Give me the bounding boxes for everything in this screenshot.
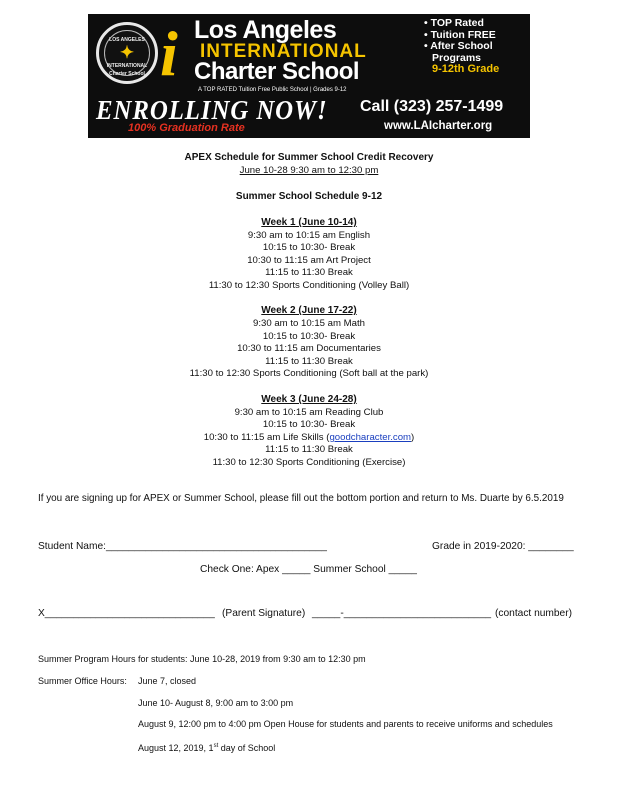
- website-url: www.LAIcharter.org: [384, 120, 493, 132]
- signup-instruction: If you are signing up for APEX or Summer School, please fill out the bottom portion and return to Ms. Duarte by 6.5.2019: [38, 493, 564, 504]
- schedule-item: 11:15 to 11:30 Break: [265, 267, 353, 278]
- feature-item: • Tuition FREE: [424, 28, 496, 41]
- first-day-of-school: [138, 740, 275, 754]
- seal-label: Charter School: [109, 71, 145, 77]
- phone-number: Call (323) 257-1499: [360, 98, 504, 115]
- program-hours: Summer Program Hours for students: June 10-28, 2019 from 9:30 am to 12:30 pm: [38, 654, 366, 664]
- contact-number-line[interactable]: _____-__________________________: [312, 608, 492, 619]
- goodcharacter-link[interactable]: goodcharacter.com: [329, 432, 412, 443]
- schedule-title: Summer School Schedule 9-12: [235, 191, 383, 202]
- graduation-rate: 100% Graduation Rate: [128, 122, 245, 134]
- signature-line[interactable]: X______________________________: [38, 608, 215, 619]
- school-seal-logo: [96, 22, 158, 84]
- grade-badge: 9-12th Grade: [432, 63, 500, 75]
- apex-dates: June 10-28 9:30 am to 12:30 pm: [239, 165, 379, 176]
- seal-bulb-icon: ✦: [119, 43, 135, 62]
- logo-big-i: i: [160, 18, 178, 89]
- feature-item: Programs: [432, 51, 482, 64]
- week-heading: Week 1 (June 10-14): [261, 217, 357, 228]
- feature-list: [424, 18, 528, 76]
- schedule-item: 11:15 to 11:30 Break: [265, 444, 353, 455]
- office-hours-item: June 7, closed: [138, 676, 197, 686]
- check-one-field[interactable]: Check One: Apex _____ Summer School _____: [200, 564, 417, 575]
- student-name-field[interactable]: Student Name:_______________________________________: [38, 541, 327, 552]
- first-day-text-end: day of School: [218, 743, 276, 753]
- feature-item: • TOP Rated: [424, 17, 484, 29]
- schedule-item: 10:15 to 10:30- Break: [262, 331, 356, 342]
- grade-field[interactable]: Grade in 2019-2020: ________: [432, 541, 574, 552]
- week-heading: Week 2 (June 17-22): [261, 305, 357, 316]
- schedule-item: 10:30 to 11:15 am Documentaries: [237, 343, 381, 354]
- parent-signature-label: (Parent Signature): [222, 608, 306, 619]
- paren-close: ): [411, 432, 415, 443]
- school-banner: [88, 14, 530, 138]
- ordinal-suffix: st: [213, 743, 219, 749]
- schedule-item: 10:30 to 11:15 am Art Project: [247, 255, 371, 266]
- office-hours-label: Summer Office Hours:: [38, 676, 127, 686]
- week-heading: Week 3 (June 24-28): [261, 394, 357, 405]
- first-day-text: August 12, 2019, 1: [138, 743, 214, 753]
- schedule-item: 10:15 to 10:30- Break: [262, 419, 356, 430]
- office-hours-item: August 9, 12:00 pm to 4:00 pm Open House for students and parents to receive uniforms and schedules: [138, 719, 553, 729]
- schedule-item: 11:30 to 12:30 Sports Conditioning (Soft ball at the park): [189, 368, 429, 379]
- school-name-line3: Charter School: [194, 58, 360, 85]
- enrolling-now-headline: ENROLLING NOW!: [96, 95, 328, 125]
- schedule-item: 9:30 am to 10:15 am English: [247, 230, 371, 241]
- schedule-item: 11:15 to 11:30 Break: [265, 356, 353, 367]
- schedule-item: 11:30 to 12:30 Sports Conditioning (Volley Ball): [208, 280, 410, 291]
- feature-item: • After School: [424, 40, 493, 52]
- contact-number-label: (contact number): [495, 608, 573, 619]
- schedule-item: 11:30 to 12:30 Sports Conditioning (Exercise): [212, 457, 406, 468]
- schedule-item: [0, 432, 618, 444]
- seal-top-text: LOS ANGELES: [109, 37, 145, 43]
- schedule-item-text: 10:30 to 11:15 am Life Skills (: [203, 432, 330, 443]
- school-name-line2: INTERNATIONAL: [200, 41, 367, 62]
- school-name-line1: Los Angeles: [194, 16, 337, 44]
- school-tagline: A TOP RATED Tuition Free Public School | Grades 9-12: [198, 87, 347, 93]
- seal-bottom-text: INTERNATIONAL: [106, 63, 148, 69]
- office-hours-item: June 10- August 8, 9:00 am to 3:00 pm: [138, 698, 294, 708]
- schedule-item: 9:30 am to 10:15 am Math: [253, 318, 365, 329]
- schedule-item: 9:30 am to 10:15 am Reading Club: [234, 407, 384, 418]
- apex-title: APEX Schedule for Summer School Credit Recovery: [184, 152, 434, 163]
- schedule-item: 10:15 to 10:30- Break: [262, 242, 356, 253]
